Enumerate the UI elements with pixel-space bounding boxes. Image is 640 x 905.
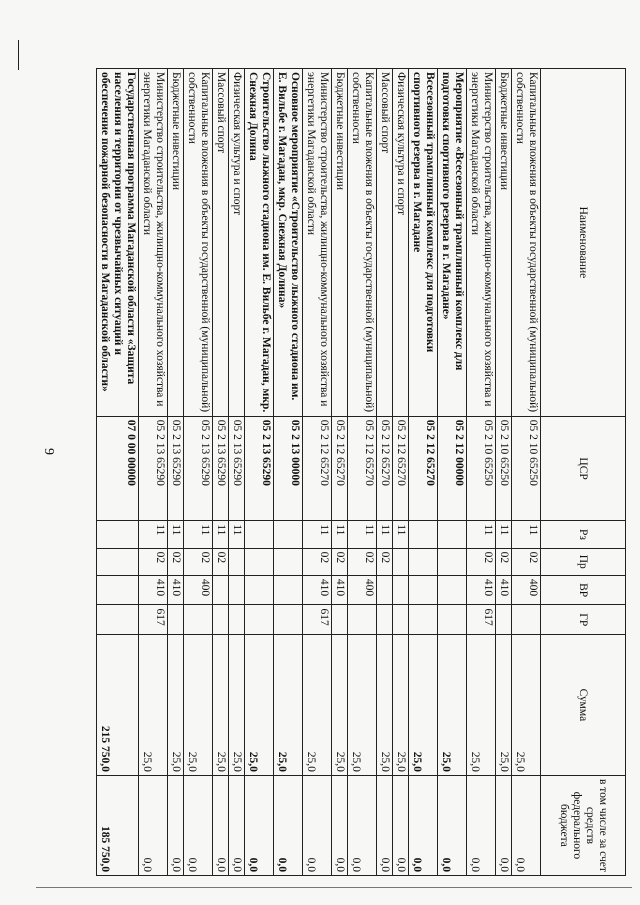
cell-federal: 0,0 (184, 775, 213, 875)
table-row (332, 69, 348, 876)
cell-name: Капитальные вложения в объекты государственной (муниципальной) собственности (184, 69, 213, 417)
cell-sum: 25,0 (229, 634, 245, 775)
cell-name: Бюджетные инвестиции (496, 69, 512, 417)
cell-name: Всесезонный трамплинный комплекс для подготовки спортивного резерва в г. Магадане (409, 69, 438, 417)
header-rz: Рз (541, 521, 626, 548)
cell-csr: 05 2 10 65250 (512, 416, 541, 521)
table-row (213, 69, 229, 876)
cell-federal: 0,0 (348, 775, 377, 875)
cell-rz: 11 (303, 521, 332, 548)
cell-federal: 0,0 (168, 775, 184, 875)
cell-pr (274, 548, 303, 575)
cell-federal: 0,0 (409, 775, 438, 875)
table-row (184, 69, 213, 876)
cell-vr (97, 575, 139, 605)
cell-pr: 02 (332, 548, 348, 575)
cell-sum: 25,0 (377, 634, 393, 775)
cell-rz: 11 (348, 521, 377, 548)
cell-rz: 11 (168, 521, 184, 548)
table-header-row (541, 69, 626, 876)
cell-rz (97, 521, 139, 548)
cell-sum: 25,0 (213, 634, 229, 775)
cell-gr: 617 (139, 605, 168, 635)
table-row (168, 69, 184, 876)
cell-vr: 410 (168, 575, 184, 605)
table-row (97, 69, 139, 876)
cell-csr: 05 2 12 00000 (438, 416, 467, 521)
cell-pr: 02 (213, 548, 229, 575)
cell-sum: 25,0 (348, 634, 377, 775)
cell-gr (184, 605, 213, 635)
table-row (348, 69, 377, 876)
cell-gr (168, 605, 184, 635)
cell-pr: 02 (348, 548, 377, 575)
cell-gr: 617 (303, 605, 332, 635)
cell-csr: 05 2 12 65270 (303, 416, 332, 521)
header-federal: в том числе за счет средств федерального бюджета (541, 775, 626, 875)
page-number: 9 (41, 448, 56, 455)
cell-rz: 11 (467, 521, 496, 548)
cell-sum: 25,0 (139, 634, 168, 775)
cell-pr (393, 548, 409, 575)
cell-federal: 0,0 (393, 775, 409, 875)
cell-federal: 185 750,0 (97, 775, 139, 875)
cell-pr (229, 548, 245, 575)
cell-pr (245, 548, 274, 575)
cell-csr: 05 2 10 65250 (496, 416, 512, 521)
cell-pr: 02 (512, 548, 541, 575)
cell-sum: 215 750,0 (97, 634, 139, 775)
table-row (438, 69, 467, 876)
cell-vr: 410 (496, 575, 512, 605)
cell-csr: 05 2 12 65270 (377, 416, 393, 521)
table-body (97, 69, 541, 876)
cell-gr (377, 605, 393, 635)
header-pr: Пр (541, 548, 626, 575)
cell-rz: 11 (332, 521, 348, 548)
bottom-rule (36, 887, 632, 888)
cell-vr: 400 (512, 575, 541, 605)
table-row (229, 69, 245, 876)
cell-sum: 25,0 (332, 634, 348, 775)
cell-rz: 11 (512, 521, 541, 548)
cell-name: Физическая культура и спорт (229, 69, 245, 417)
table-row (303, 69, 332, 876)
header-csr: ЦСР (541, 416, 626, 521)
cell-name: Массовый спорт (377, 69, 393, 417)
cell-name: Строительство лыжного стадиона им. Е. Вильбе г. Магадан, мкр. Снежная Долина (245, 69, 274, 417)
cell-vr: 410 (467, 575, 496, 605)
cell-csr: 07 0 00 00000 (97, 416, 139, 521)
cell-sum: 25,0 (496, 634, 512, 775)
cell-gr (496, 605, 512, 635)
cell-federal: 0,0 (467, 775, 496, 875)
cell-name: Мероприятие «Всесезонный трамплинный комплекс для подготовки спортивного резерва в г. Магадане» (438, 69, 467, 417)
cell-rz (409, 521, 438, 548)
cell-name: Физическая культура и спорт (393, 69, 409, 417)
cell-federal: 0,0 (213, 775, 229, 875)
cell-pr: 02 (467, 548, 496, 575)
cell-rz: 11 (496, 521, 512, 548)
cell-vr: 410 (139, 575, 168, 605)
cell-vr: 400 (348, 575, 377, 605)
cell-gr (438, 605, 467, 635)
margin-mark (18, 40, 19, 70)
cell-pr (97, 548, 139, 575)
cell-name: Капитальные вложения в объекты государственной (муниципальной) собственности (348, 69, 377, 417)
cell-name: Бюджетные инвестиции (168, 69, 184, 417)
cell-name: Основное мероприятие «Строительство лыжного стадиона им. Е. Вильбе г. Магадан, мкр. Снежная Долина» (274, 69, 303, 417)
header-vr: ВР (541, 575, 626, 605)
cell-name: Министерство строительства, жилищно-коммунального хозяйства и энергетики Магаданской области (467, 69, 496, 417)
cell-rz (274, 521, 303, 548)
cell-name: Капитальные вложения в объекты государственной (муниципальной) собственности (512, 69, 541, 417)
cell-gr (274, 605, 303, 635)
cell-pr (409, 548, 438, 575)
cell-sum: 25,0 (467, 634, 496, 775)
cell-gr (245, 605, 274, 635)
cell-sum: 25,0 (409, 634, 438, 775)
cell-rz: 11 (213, 521, 229, 548)
cell-name: Министерство строительства, жилищно-коммунального хозяйства и энергетики Магаданской области (303, 69, 332, 417)
cell-name: Массовый спорт (213, 69, 229, 417)
cell-federal: 0,0 (332, 775, 348, 875)
table-row (245, 69, 274, 876)
cell-csr: 05 2 12 65270 (348, 416, 377, 521)
table-row (393, 69, 409, 876)
cell-name: Бюджетные инвестиции (332, 69, 348, 417)
cell-vr (245, 575, 274, 605)
cell-rz: 11 (377, 521, 393, 548)
cell-vr (438, 575, 467, 605)
table-row (496, 69, 512, 876)
cell-vr (213, 575, 229, 605)
cell-vr (229, 575, 245, 605)
cell-sum: 25,0 (438, 634, 467, 775)
table-row (377, 69, 393, 876)
cell-vr: 410 (303, 575, 332, 605)
cell-vr: 410 (332, 575, 348, 605)
cell-federal: 0,0 (377, 775, 393, 875)
cell-sum: 25,0 (184, 634, 213, 775)
cell-csr: 05 2 13 65290 (213, 416, 229, 521)
cell-gr (348, 605, 377, 635)
cell-csr: 05 2 13 65290 (139, 416, 168, 521)
cell-name: Министерство строительства, жилищно-коммунального хозяйства и энергетики Магаданской области (139, 69, 168, 417)
cell-rz (438, 521, 467, 548)
cell-rz (245, 521, 274, 548)
cell-federal: 0,0 (274, 775, 303, 875)
cell-csr: 05 2 13 65290 (168, 416, 184, 521)
cell-vr (377, 575, 393, 605)
cell-sum: 25,0 (393, 634, 409, 775)
cell-federal: 0,0 (496, 775, 512, 875)
cell-pr: 02 (496, 548, 512, 575)
cell-rz: 11 (229, 521, 245, 548)
cell-federal: 0,0 (438, 775, 467, 875)
cell-csr: 05 2 12 65270 (409, 416, 438, 521)
header-name: Наименование (541, 69, 626, 417)
cell-federal: 0,0 (245, 775, 274, 875)
cell-pr: 02 (303, 548, 332, 575)
cell-rz: 11 (393, 521, 409, 548)
cell-sum: 25,0 (168, 634, 184, 775)
cell-gr (393, 605, 409, 635)
cell-gr (512, 605, 541, 635)
cell-csr: 05 2 13 65290 (184, 416, 213, 521)
cell-sum: 25,0 (274, 634, 303, 775)
cell-vr (274, 575, 303, 605)
cell-federal: 0,0 (229, 775, 245, 875)
budget-table (96, 68, 626, 876)
cell-federal: 0,0 (139, 775, 168, 875)
cell-gr (409, 605, 438, 635)
cell-csr: 05 2 13 65290 (229, 416, 245, 521)
cell-pr: 02 (377, 548, 393, 575)
table-row (139, 69, 168, 876)
cell-gr (213, 605, 229, 635)
cell-gr (229, 605, 245, 635)
cell-pr: 02 (168, 548, 184, 575)
cell-vr (393, 575, 409, 605)
table-row (512, 69, 541, 876)
header-sum: Сумма (541, 634, 626, 775)
header-gr: ГР (541, 605, 626, 635)
cell-federal: 0,0 (303, 775, 332, 875)
cell-federal: 0,0 (512, 775, 541, 875)
cell-csr: 05 2 10 65250 (467, 416, 496, 521)
cell-gr (97, 605, 139, 635)
table-row (409, 69, 438, 876)
cell-vr: 400 (184, 575, 213, 605)
cell-gr (332, 605, 348, 635)
table-row (274, 69, 303, 876)
cell-rz: 11 (184, 521, 213, 548)
cell-sum: 25,0 (303, 634, 332, 775)
cell-pr: 02 (139, 548, 168, 575)
cell-sum: 25,0 (512, 634, 541, 775)
cell-vr (409, 575, 438, 605)
cell-gr: 617 (467, 605, 496, 635)
rotated-table-wrapper (99, 68, 626, 876)
cell-name: Государственная программа Магаданской области «Защита населения и территории от чрезвычайных ситуаций и обеспечение пожарной безопасности в Магаданской области» (97, 69, 139, 417)
cell-sum: 25,0 (245, 634, 274, 775)
table-row (467, 69, 496, 876)
cell-rz: 11 (139, 521, 168, 548)
cell-pr: 02 (184, 548, 213, 575)
cell-csr: 05 2 13 65290 (245, 416, 274, 521)
cell-csr: 05 2 13 00000 (274, 416, 303, 521)
cell-csr: 05 2 12 65270 (332, 416, 348, 521)
cell-pr (438, 548, 467, 575)
cell-csr: 05 2 12 65270 (393, 416, 409, 521)
